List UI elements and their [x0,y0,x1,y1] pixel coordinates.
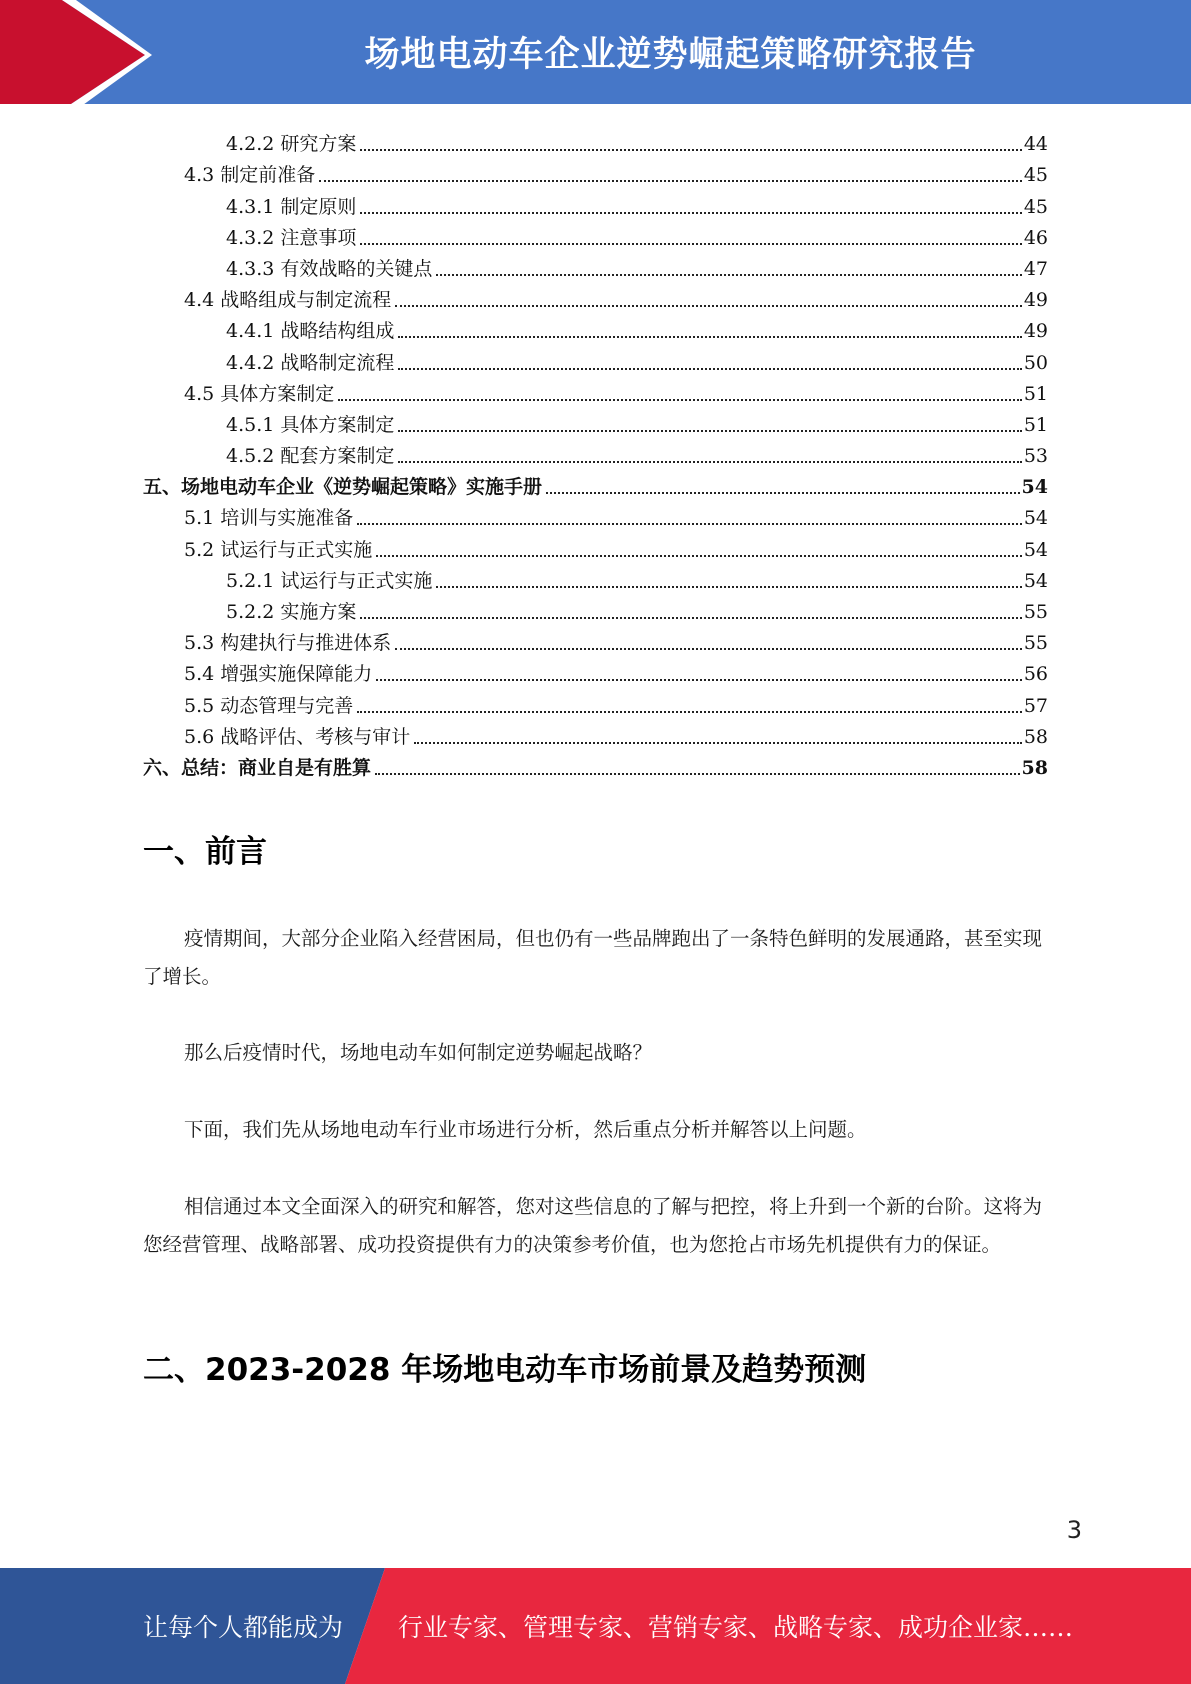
toc-entry-label: 5.1 培训与实施准备 [184,507,354,530]
section-heading-preface: 一、前言 [143,834,267,870]
toc-entry-label: 4.2.2 研究方案 [226,133,357,156]
toc-entry-label: 4.5 具体方案制定 [184,382,335,405]
toc-leader-dots [360,149,1021,151]
toc-leader-dots [395,648,1022,650]
toc-leader-dots [376,679,1022,681]
toc-leader-dots [338,399,1022,401]
toc-leader-dots [360,617,1021,619]
toc-leader-dots [376,555,1022,557]
toc-entry-page: 54 [1023,507,1048,530]
body-paragraph: 下面，我们先从场地电动车行业市场进行分析，然后重点分析并解答以上问题。 [184,1118,867,1141]
toc-entry[interactable] [143,188,1048,219]
toc-entry-page: 46 [1023,226,1048,249]
toc-entry[interactable] [143,157,1048,188]
toc-entry[interactable] [143,531,1048,562]
toc-entry[interactable] [143,750,1048,781]
toc-leader-dots [436,274,1021,276]
toc-leader-dots [360,212,1021,214]
toc-leader-dots [375,773,1020,775]
toc-leader-dots [398,336,1021,338]
body-paragraph: 相信通过本文全面深入的研究和解答，您对这些信息的了解与把控，将上升到一个新的台阶。这将为您经营管理、战略部署、成功投资提供有力的决策参考价值，也为您抢占市场先机提供有力的保证。 [143,1195,1043,1256]
toc-leader-dots [360,243,1021,245]
toc-entry-page: 45 [1023,195,1048,218]
toc-entry-label: 5.4 增强实施保障能力 [184,663,373,686]
footer-slogan-left: 让每个人都能成为 [143,1613,344,1642]
body-paragraph: 那么后疫情时代，场地电动车如何制定逆势崛起战略？ [184,1041,653,1064]
toc-entry[interactable] [143,126,1048,157]
toc-entry-label: 4.3.3 有效战略的关键点 [226,257,433,280]
toc-entry-label: 5.5 动态管理与完善 [184,694,354,717]
toc-entry[interactable] [143,594,1048,625]
toc-entry-page: 49 [1023,320,1048,343]
footer-slogan-right: 行业专家、管理专家、营销专家、战略专家、成功企业家…… [398,1613,1074,1642]
toc-entry-page: 44 [1023,133,1048,156]
toc-leader-dots [414,742,1022,744]
toc-entry-label: 5.2.2 实施方案 [226,601,357,623]
toc-entry[interactable] [143,469,1048,500]
toc-entry-label: 五、场地电动车企业《逆势崛起策略》实施手册 [143,476,543,499]
toc-entry[interactable] [143,376,1048,407]
toc-entry[interactable] [143,438,1048,469]
toc-leader-dots [546,492,1020,494]
page-header [0,0,1191,110]
toc-entry[interactable] [143,656,1048,687]
toc-leader-dots [319,180,1022,182]
toc-entry-label: 5.6 战略评估、考核与审计 [184,725,411,748]
toc-entry-page: 51 [1023,413,1048,436]
toc-entry-label: 5.2.1 试运行与正式实施 [226,569,433,592]
page-footer [0,1568,1191,1684]
toc-leader-dots [357,711,1022,713]
toc-entry[interactable] [143,313,1048,344]
section-heading-forecast: 二、2023-2028 年场地电动车市场前景及趋势预测 [143,1352,867,1388]
toc-entry-label: 4.5.2 配套方案制定 [226,445,395,468]
toc-entry[interactable] [143,251,1048,282]
toc-leader-dots [436,586,1021,588]
toc-entry-label: 4.3.1 制定原则 [226,195,357,218]
toc-entry[interactable] [143,563,1048,594]
toc-entry-label: 4.4.1 战略结构组成 [226,320,395,343]
toc-entry-label: 4.3 制定前准备 [184,164,316,187]
toc-entry-page: 53 [1023,445,1048,468]
toc-entry-label: 六、总结：商业自是有胜算 [143,756,372,779]
toc-entry-page: 45 [1023,164,1048,187]
toc-entry-label: 4.4.2 战略制定流程 [226,351,395,374]
page-number: 3 [1066,1516,1082,1544]
table-of-contents [143,126,1048,781]
header-title: 场地电动车企业逆势崛起策略研究报告 [364,35,977,75]
toc-entry-label: 5.2 试运行与正式实施 [184,538,373,561]
toc-entry-page: 54 [1023,569,1048,592]
toc-leader-dots [395,305,1022,307]
toc-entry-page: 56 [1023,663,1048,686]
toc-entry-page: 47 [1023,257,1048,280]
header-red-arrow [0,0,145,110]
toc-entry-label: 4.3.2 注意事项 [226,226,357,249]
toc-entry-label: 4.4 战略组成与制定流程 [184,289,392,312]
toc-entry-page: 54 [1023,538,1048,561]
toc-leader-dots [398,368,1021,370]
toc-entry-page: 50 [1023,351,1048,374]
toc-entry[interactable] [143,282,1048,313]
toc-entry[interactable] [143,220,1048,251]
toc-entry[interactable] [143,500,1048,531]
toc-entry-page: 49 [1023,289,1048,312]
body-paragraph: 疫情期间，大部分企业陷入经营困局，但也仍有一些品牌跑出了一条特色鲜明的发展通路，甚至实现了增长。 [143,927,1043,988]
toc-entry-page: 58 [1021,756,1048,779]
toc-entry-page: 51 [1023,382,1048,405]
toc-entry-label: 5.3 构建执行与推进体系 [184,632,392,655]
toc-entry-page: 55 [1023,601,1048,623]
toc-entry-page: 55 [1023,632,1048,655]
toc-entry-page: 57 [1023,694,1048,717]
toc-entry-page: 58 [1023,725,1048,748]
header-bottom-line [0,104,1191,110]
toc-leader-dots [357,523,1022,525]
toc-entry[interactable] [143,407,1048,438]
toc-leader-dots [398,461,1021,463]
toc-leader-dots [398,430,1021,432]
toc-entry[interactable] [143,344,1048,375]
toc-entry-label: 4.5.1 具体方案制定 [226,413,395,436]
toc-entry[interactable] [143,687,1048,718]
toc-entry-page: 54 [1021,476,1048,499]
toc-entry[interactable] [143,625,1048,656]
toc-entry[interactable] [143,719,1048,750]
